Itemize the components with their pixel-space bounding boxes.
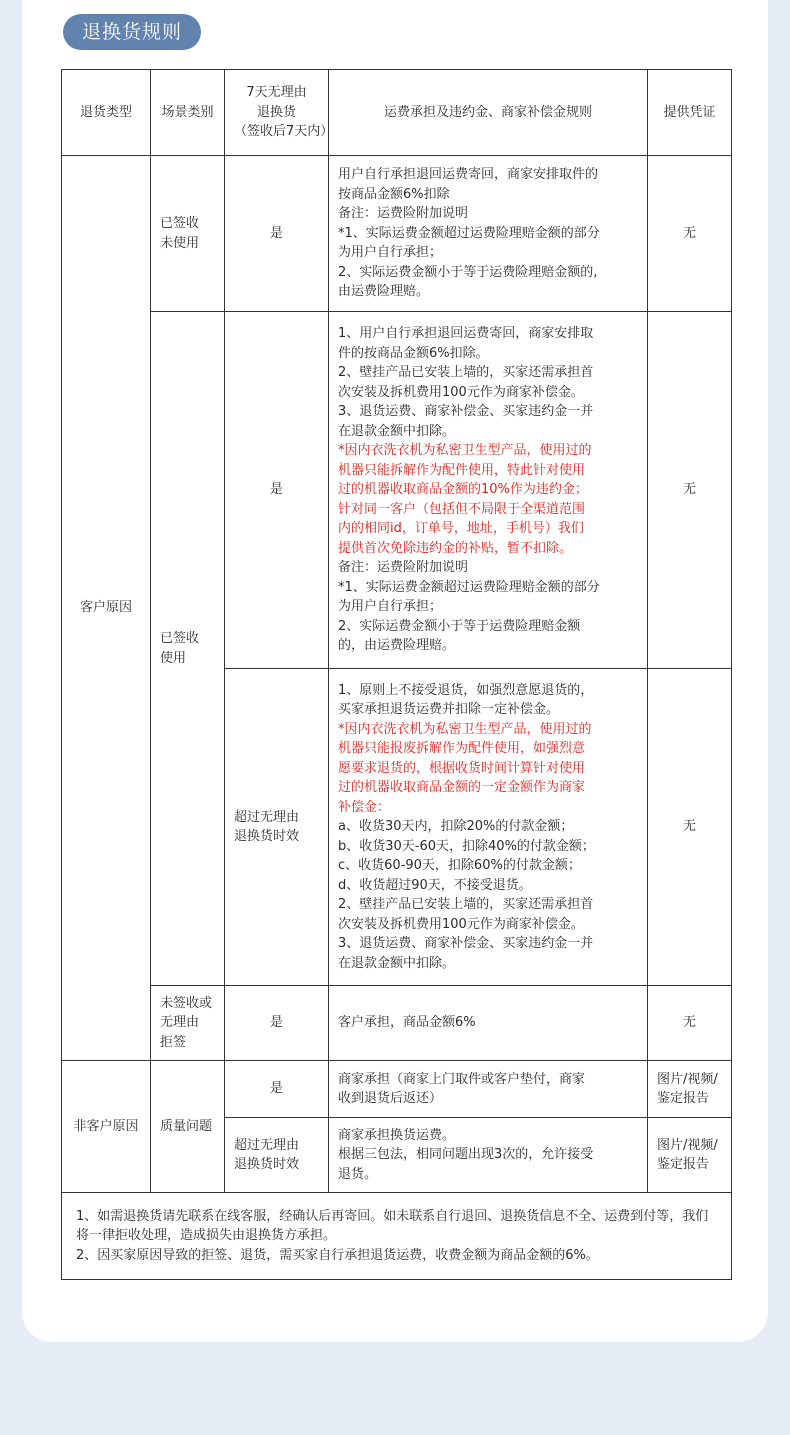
proof-none: 无 bbox=[648, 156, 732, 312]
cell-customer-reason: 客户原因 bbox=[62, 156, 151, 1061]
text-line: 3、退货运费、商家补偿金、买家违约金一并 bbox=[338, 404, 594, 420]
text-line: 愿要求退货的，根据收货时间计算针对使用 bbox=[338, 760, 586, 776]
text-line: 已签收 bbox=[160, 631, 200, 646]
text-line: b、收货30天-60天，扣除40%的付款金额； bbox=[338, 838, 595, 854]
text-line: 退货。 bbox=[338, 1166, 378, 1182]
table-row bbox=[62, 312, 732, 669]
text-line: 图片/视频/ bbox=[657, 1137, 718, 1153]
text-line: 3、退货运费、商家补偿金、买家违约金一并 bbox=[338, 936, 594, 952]
text-line: 2、实际运费金额小于等于运费险理赔金额的, bbox=[338, 264, 598, 280]
text-line: 的，由运费险理赔。 bbox=[338, 638, 456, 654]
cell-non-customer-reason: 非客户原因 bbox=[62, 1061, 151, 1193]
text-line: 2、壁挂产品已安装上墙的，买家还需承担首 bbox=[338, 897, 594, 913]
text-line: 商家承担换货运费。 bbox=[338, 1127, 456, 1143]
proof-none: 无 bbox=[648, 669, 732, 986]
text-line: 无理由 bbox=[160, 1015, 200, 1031]
rule-quality-over-limit bbox=[329, 1118, 648, 1193]
text-line: 过的机器收取商品金额的10%作为违约金； bbox=[338, 482, 588, 498]
text-line: 备注：运费险附加说明 bbox=[338, 560, 469, 576]
text-line: 1、如需退换货请先联系在线客服，经确认后再寄回。如未联系自行退回、退换货信息不全、运费到付等，我们将一律拒收处理，造成损失由退换货方承担。 bbox=[76, 1208, 709, 1244]
text-line: 机器只能拆解作为配件使用，特此针对使用 bbox=[338, 462, 586, 478]
text-line: 针对同一客户（包括但不局限于全渠道范围 bbox=[338, 501, 586, 517]
notes-row bbox=[62, 1193, 732, 1280]
rule-warning-text bbox=[338, 441, 638, 558]
table-row bbox=[62, 1061, 732, 1118]
text-line: 鉴定报告 bbox=[657, 1157, 710, 1172]
header-scene: 场景类别 bbox=[151, 70, 225, 156]
text-line: 退换货 bbox=[256, 104, 296, 120]
cell-over-limit bbox=[225, 669, 329, 986]
table-row bbox=[62, 156, 732, 312]
text-line: *1、实际运费金额超过运费险理赔金额的部分 bbox=[338, 579, 600, 595]
rule-signed-unused bbox=[329, 156, 648, 312]
cell-unsigned-refused bbox=[151, 986, 225, 1061]
text-line: 次安装及拆机费用100元作为商家补偿金。 bbox=[338, 384, 584, 400]
text-line: 鉴定报告 bbox=[657, 1091, 710, 1106]
table-header-row bbox=[62, 70, 732, 156]
text-line: 拒签 bbox=[160, 1034, 187, 1050]
notes-list bbox=[76, 1207, 717, 1266]
text-line: 备注：运费险附加说明 bbox=[338, 206, 469, 222]
text-line: 未签收或 bbox=[160, 995, 213, 1011]
text-line: 为用户自行承担； bbox=[338, 245, 443, 261]
text-line: 提供首次免除违约金的补贴，暂不扣除。 bbox=[338, 540, 573, 556]
header-return-type: 退货类型 bbox=[62, 70, 151, 156]
notes-cell bbox=[62, 1193, 732, 1280]
text-line: 补偿金： bbox=[338, 799, 391, 815]
section-title: 退换货规则 bbox=[63, 14, 201, 50]
text-line: 客户承担，商品金额6% bbox=[338, 1015, 476, 1031]
text-line: 按商品金额6%扣除 bbox=[338, 186, 450, 202]
cell-signed-used bbox=[151, 312, 225, 986]
text-line: 2、实际运费金额小于等于运费险理赔金额 bbox=[338, 618, 581, 634]
text-line: 2、因买家原因导致的拒签、退货，需买家自行承担退货运费，收费金额为商品金额的6%。 bbox=[76, 1247, 599, 1263]
text-line: 内的相同id，订单号，地址，手机号）我们 bbox=[338, 521, 584, 537]
cell-seven-day-yes: 是 bbox=[225, 1061, 329, 1118]
text-line: d、收货超过90天，不接受退货。 bbox=[338, 877, 532, 893]
text-line: 过的机器收取商品金额的一定金额作为商家 bbox=[338, 780, 586, 796]
rule-warning-text bbox=[338, 720, 638, 818]
text-line: c、收货60-90天，扣除60%的付款金额； bbox=[338, 858, 581, 874]
text-line: 买家承担退货运费并扣除一定补偿金。 bbox=[338, 702, 560, 718]
text-line: 商家承担（商家上门取件或客户垫付，商家 bbox=[338, 1071, 586, 1087]
text-line: 退换货时效 bbox=[234, 829, 300, 844]
proof-none: 无 bbox=[648, 986, 732, 1061]
text-line: （签收后7天内） bbox=[234, 124, 334, 140]
text-line: a、收货30天内，扣除20%的付款金额； bbox=[338, 819, 574, 835]
text-line: 次安装及拆机费用100元作为商家补偿金。 bbox=[338, 916, 584, 932]
text-line: 在退款金额中扣除。 bbox=[338, 423, 456, 439]
text-line: 件的按商品金额6%扣除。 bbox=[338, 345, 489, 361]
rule-over-limit bbox=[329, 669, 648, 986]
text-line: 未使用 bbox=[160, 235, 200, 251]
text-line: 已签收 bbox=[160, 216, 200, 231]
cell-quality-issue: 质量问题 bbox=[151, 1061, 225, 1193]
cell-signed-unused bbox=[151, 156, 225, 312]
text-line: 1、用户自行承担退回运费寄回，商家安排取 bbox=[338, 326, 594, 342]
header-rules: 运费承担及违约金、商家补偿金规则 bbox=[329, 70, 648, 156]
text-line: 为用户自行承担； bbox=[338, 599, 443, 615]
text-line: 超过无理由 bbox=[234, 809, 300, 825]
proof-none: 无 bbox=[648, 312, 732, 669]
header-seven-day bbox=[225, 70, 334, 156]
cell-over-limit bbox=[225, 1118, 329, 1193]
text-line: 2、壁挂产品已安装上墙的，买家还需承担首 bbox=[338, 365, 594, 381]
rule-signed-used bbox=[329, 312, 648, 669]
text-line: 1、原则上不接受退货，如强烈意愿退货的， bbox=[338, 682, 594, 698]
text-line: 机器只能报废拆解作为配件使用，如强烈意 bbox=[338, 741, 586, 757]
text-line: *因内衣洗衣机为私密卫生型产品，使用过的 bbox=[338, 721, 592, 737]
cell-seven-day-yes: 是 bbox=[225, 156, 329, 312]
text-line: 用户自行承担退回运费寄回，商家安排取件的 bbox=[338, 167, 599, 183]
cell-seven-day-yes: 是 bbox=[225, 986, 329, 1061]
text-line: 根据三包法，相同问题出现3次的，允许接受 bbox=[338, 1147, 594, 1163]
text-line: 退换货时效 bbox=[234, 1157, 300, 1172]
text-line: 超过无理由 bbox=[234, 1137, 300, 1153]
text-line: 7天无理由 bbox=[246, 85, 307, 101]
text-line: 由运费险理赔。 bbox=[338, 284, 430, 300]
text-line: 收到退货后返还） bbox=[338, 1091, 443, 1106]
proof-photo-video bbox=[648, 1061, 732, 1118]
proof-photo-video bbox=[648, 1118, 732, 1193]
header-proof: 提供凭证 bbox=[648, 70, 732, 156]
text-line: 使用 bbox=[160, 650, 187, 666]
text-line: 在退款金额中扣除。 bbox=[338, 955, 456, 971]
text-line: *因内衣洗衣机为私密卫生型产品，使用过的 bbox=[338, 443, 592, 459]
rule-quality-yes bbox=[329, 1061, 648, 1118]
rule-unsigned bbox=[329, 986, 648, 1061]
text-line: 图片/视频/ bbox=[657, 1071, 718, 1087]
table-row bbox=[62, 986, 732, 1061]
text-line: *1、实际运费金额超过运费险理赔金额的部分 bbox=[338, 225, 600, 241]
return-rules-table bbox=[61, 69, 732, 1280]
cell-seven-day-yes: 是 bbox=[225, 312, 329, 669]
